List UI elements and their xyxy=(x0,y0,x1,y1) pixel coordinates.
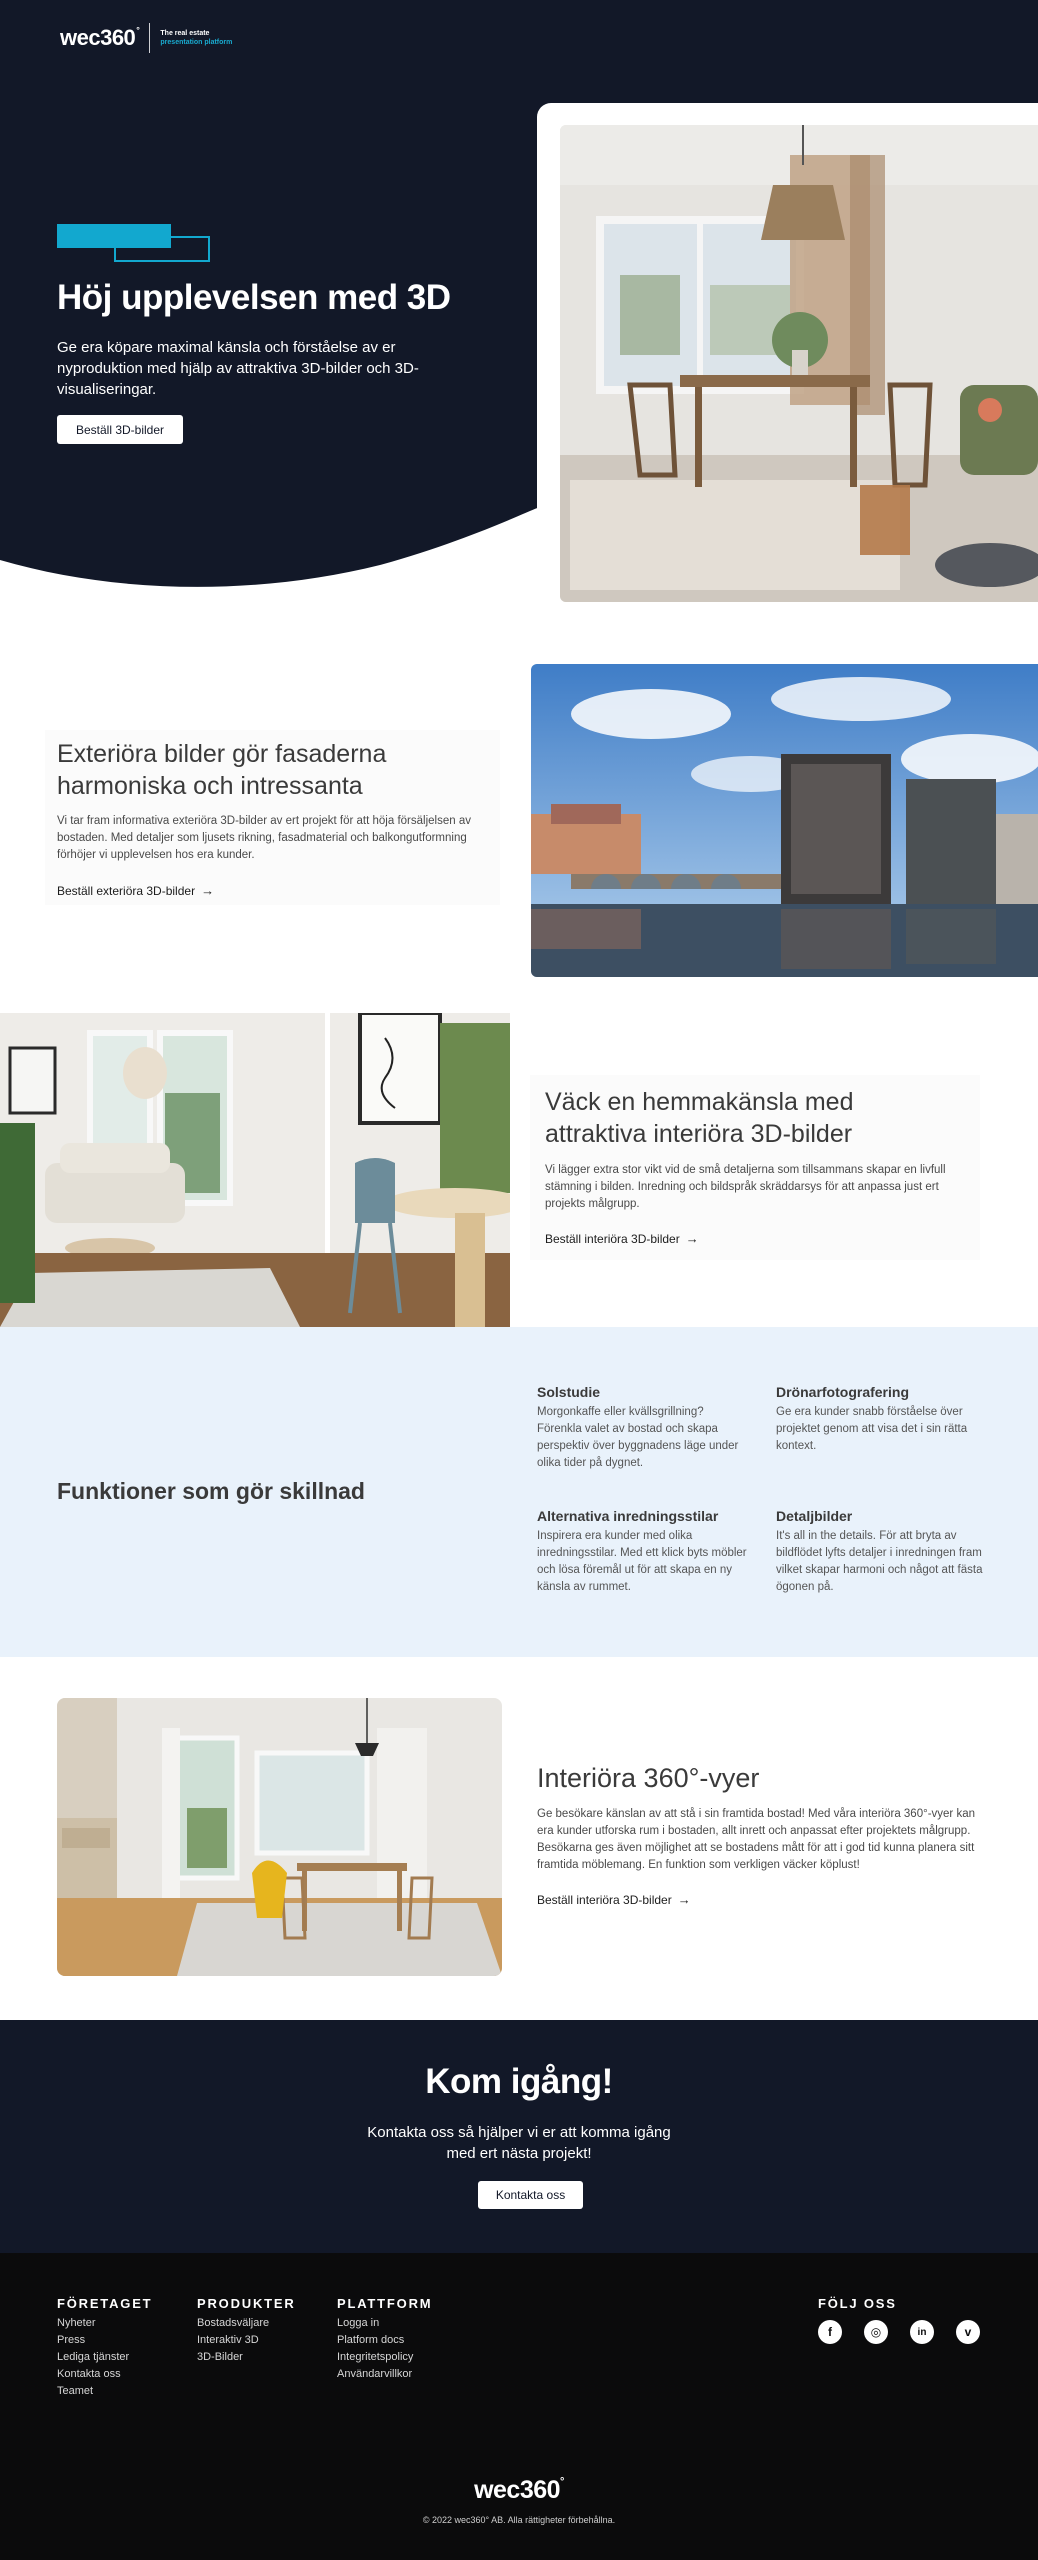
footer-link-3d-images[interactable]: 3D-Bilder xyxy=(197,2351,243,2363)
header-logo[interactable] xyxy=(60,20,232,56)
vimeo-icon[interactable]: v xyxy=(956,2320,980,2344)
footer-link-unit-selector[interactable]: Bostadsväljare xyxy=(197,2317,270,2329)
footer-link-team[interactable]: Teamet xyxy=(57,2385,94,2397)
footer-heading-products: PRODUKTER xyxy=(197,2296,296,2311)
cta-text: Kontakta oss så hjälper vi er att komma igång med ert nästa projekt! xyxy=(367,2124,671,2162)
instagram-icon[interactable]: ◎ xyxy=(864,2320,888,2344)
feature-drone-title: Drönarfotografering xyxy=(776,1384,909,1400)
facebook-icon[interactable]: f xyxy=(818,2320,842,2344)
kitchen-dining-illustration xyxy=(57,1698,502,1976)
linkedin-icon[interactable]: in xyxy=(910,2320,934,2344)
footer-heading-platform: PLATTFORM xyxy=(337,2296,433,2311)
footer-link-jobs[interactable]: Lediga tjänster xyxy=(57,2351,130,2363)
hero-title: Höj upplevelsen med 3D xyxy=(57,278,451,317)
hero-text: Ge era köpare maximal känsla och förståelse av er nyproduktion med hjälp av attraktiva 3D-bilder och 3D-visualiseringar. xyxy=(57,339,419,398)
logo-tagline-line-1: The real estate xyxy=(160,30,210,37)
order-exterior-link-label: Beställ exteriöra 3D-bilder xyxy=(57,883,196,898)
exterior-title: Exteriöra bilder gör fasaderna harmoniska och intressanta xyxy=(57,740,387,800)
footer-link-platform-docs[interactable]: Platform docs xyxy=(337,2334,405,2346)
footer-heading-company: FÖRETAGET xyxy=(57,2296,153,2311)
order-3d-images-button[interactable]: Beställ 3D-bilder xyxy=(57,415,183,444)
order-360-link-label: Beställ interiöra 3D-bilder xyxy=(537,1892,672,1907)
feature-sun-study-title: Solstudie xyxy=(537,1384,601,1400)
dining-room-illustration xyxy=(560,125,1038,602)
footer-copyright: © 2022 wec360° AB. Alla rättigheter förbehållna. xyxy=(422,2515,616,2525)
vr360-text: Ge besökare känslan av att stå i sin framtida bostad! Med våra interiöra 360°-vyer kan era kunder utforska rum i bostaden, allt inrett och anpassat efter projektets målgrupp. Besökarna ges även möjlighet att se bostadens mått för att i god tid kunna planera sitt framtida möblemang. En funktion som verkligen väcker köplust! xyxy=(537,1808,975,1871)
footer-link-login[interactable]: Logga in xyxy=(337,2317,380,2329)
contact-us-button[interactable]: Kontakta oss xyxy=(478,2181,583,2209)
feature-sun-study-text: Morgonkaffe eller kvällsgrillning? Förenkla valet av bostad och skapa perspektiv över byggnadens läge under olika tider på dygnet. xyxy=(537,1406,739,1469)
feature-alt-styles-text: Inspirera era kunder med olika inredningsstilar. Med ett klick byts möbler och lösa föremål ut för att skapa en ny känsla av rummet. xyxy=(537,1530,747,1593)
feature-alt-styles-title: Alternativa inredningsstilar xyxy=(537,1508,719,1524)
logo-wordmark: wec360° xyxy=(60,25,140,50)
exterior-text: Vi tar fram informativa exteriöra 3D-bilder av ert projekt för att höja försäljelsen av bostaden. Med detaljer som ljusets rikning, fasadmaterial och balkongutformning förhöjer vi upplevelsen hos era kunder. xyxy=(57,815,471,861)
footer-logo[interactable] xyxy=(0,2476,1038,2505)
interior-360-image xyxy=(57,1698,502,1976)
order-exterior-link[interactable] xyxy=(57,883,214,898)
footer-link-interactive-3d[interactable]: Interaktiv 3D xyxy=(197,2334,259,2346)
arrow-right-icon: → xyxy=(685,1231,699,1246)
footer-link-privacy[interactable]: Integritetspolicy xyxy=(337,2351,414,2363)
feature-details-text: It's all in the details. För att bryta av bildflödet lyfts detaljer i inredningen fram vilket skapar harmoni och något att fästa ögonen på. xyxy=(776,1530,983,1593)
order-interior-link[interactable] xyxy=(545,1231,699,1246)
exterior-building-image xyxy=(531,664,1038,977)
logo-divider xyxy=(149,23,150,53)
feature-drone-text: Ge era kunder snabb förståelse över projektet genom att visa det i sin rätta kontext. xyxy=(776,1406,968,1452)
hero-dining-room-image xyxy=(560,125,1038,602)
logo-tagline xyxy=(160,29,232,47)
arrow-right-icon: → xyxy=(677,1892,691,1907)
living-room-illustration xyxy=(0,1013,510,1327)
footer-link-terms[interactable]: Användarvillkor xyxy=(337,2368,413,2380)
interior-living-room-image xyxy=(0,1013,510,1327)
footer-link-contact[interactable]: Kontakta oss xyxy=(57,2368,121,2380)
order-interior-link-label: Beställ interiöra 3D-bilder xyxy=(545,1231,680,1246)
interior-text: Vi lägger extra stor vikt vid de små detaljerna som tillsammans skapar en livfull stämning i bilden. Inredning och bildspråk skräddarsys för att anpassa just ert projekts målgrupp. xyxy=(545,1164,946,1210)
footer-logo-degree: ° xyxy=(560,2476,564,2488)
feature-details-title: Detaljbilder xyxy=(776,1508,853,1524)
footer-logo-wordmark: wec360 xyxy=(474,2476,561,2504)
interior-title: Väck en hemmakänsla med attraktiva interiöra 3D-bilder xyxy=(545,1088,854,1148)
footer-link-press[interactable]: Press xyxy=(57,2334,86,2346)
footer-link-news[interactable]: Nyheter xyxy=(57,2317,96,2329)
waterfront-illustration xyxy=(531,664,1038,977)
features-title: Funktioner som gör skillnad xyxy=(57,1478,365,1504)
cta-title: Kom igång! xyxy=(425,2062,613,2101)
hero-accent-outline xyxy=(114,236,210,262)
footer-heading-follow: FÖLJ OSS xyxy=(818,2296,897,2311)
arrow-right-icon: → xyxy=(201,883,215,898)
logo-tagline-line-2: presentation platform xyxy=(160,39,233,46)
order-360-link[interactable] xyxy=(537,1892,691,1907)
vr360-title: Interiöra 360°-vyer xyxy=(537,1763,760,1793)
